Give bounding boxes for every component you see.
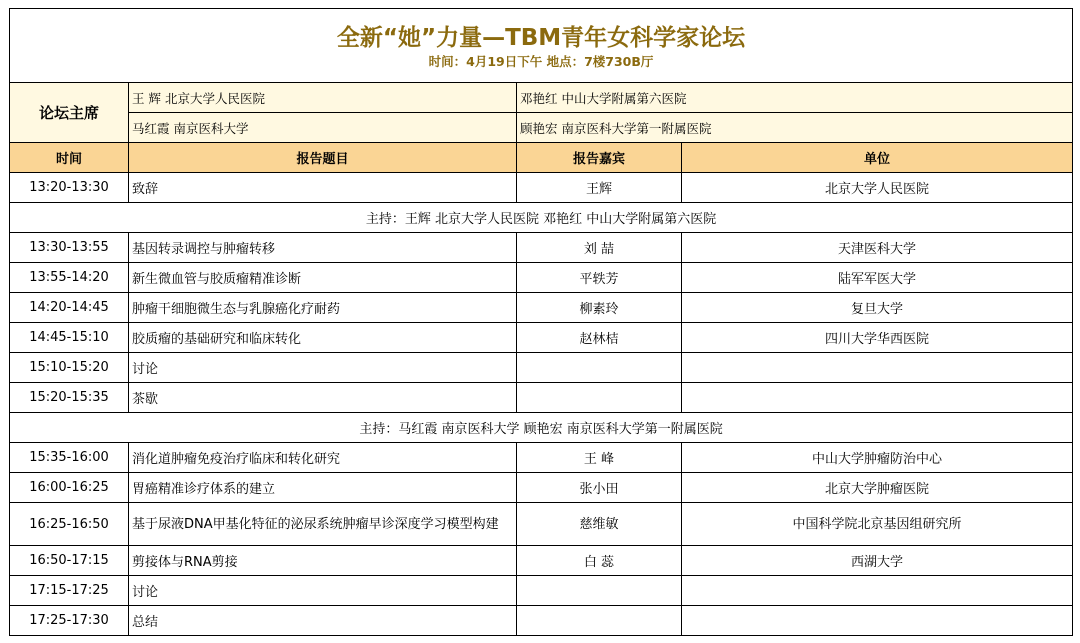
chair-2: 邓艳红 中山大学附属第六医院 xyxy=(517,83,1073,113)
table-row xyxy=(10,383,1073,413)
row-org: 中山大学肿瘤防治中心 xyxy=(682,443,1073,473)
row-speaker: 张小田 xyxy=(517,473,682,503)
table-row xyxy=(10,546,1073,576)
row-org xyxy=(682,353,1073,383)
row-speaker: 赵林桔 xyxy=(517,323,682,353)
row-topic: 讨论 xyxy=(129,353,517,383)
col-header-speaker: 报告嘉宾 xyxy=(517,143,682,173)
forum-title: 全新“她”力量—TBM青年女科学家论坛 xyxy=(336,24,746,51)
row-org xyxy=(682,383,1073,413)
row-time: 13:30-13:55 xyxy=(10,233,129,263)
row-topic: 致辞 xyxy=(129,173,517,203)
row-topic: 茶歇 xyxy=(129,383,517,413)
session-1-host: 主持：王辉 北京大学人民医院 邓艳红 中山大学附属第六医院 xyxy=(10,203,1073,233)
row-org: 陆军军医大学 xyxy=(682,263,1073,293)
col-header-time: 时间 xyxy=(10,143,129,173)
row-org: 四川大学华西医院 xyxy=(682,323,1073,353)
row-org: 北京大学肿瘤医院 xyxy=(682,473,1073,503)
col-header-topic: 报告题目 xyxy=(129,143,517,173)
row-time: 16:25-16:50 xyxy=(10,503,129,546)
row-speaker: 白 蕊 xyxy=(517,546,682,576)
row-org: 西湖大学 xyxy=(682,546,1073,576)
row-topic: 肿瘤干细胞微生态与乳腺癌化疗耐药 xyxy=(129,293,517,323)
table-row xyxy=(10,353,1073,383)
row-topic: 剪接体与RNA剪接 xyxy=(129,546,517,576)
table-row xyxy=(10,323,1073,353)
row-speaker: 王辉 xyxy=(517,173,682,203)
table-row xyxy=(10,293,1073,323)
col-header-org: 单位 xyxy=(682,143,1073,173)
schedule-table xyxy=(9,8,1073,636)
chair-3: 马红霞 南京医科大学 xyxy=(129,113,517,143)
row-speaker: 慈维敏 xyxy=(517,503,682,546)
forum-time-location: 时间：4月19日下午 地点：7楼730B厅 xyxy=(428,53,654,69)
row-speaker: 柳素玲 xyxy=(517,293,682,323)
column-header-row xyxy=(10,143,1073,173)
row-time: 14:20-14:45 xyxy=(10,293,129,323)
table-row xyxy=(10,576,1073,606)
row-org: 北京大学人民医院 xyxy=(682,173,1073,203)
row-topic: 基因转录调控与肿瘤转移 xyxy=(129,233,517,263)
chairs-label: 论坛主席 xyxy=(10,83,129,143)
table-row xyxy=(10,173,1073,203)
row-speaker: 王 峰 xyxy=(517,443,682,473)
row-time: 16:00-16:25 xyxy=(10,473,129,503)
row-topic: 胃癌精准诊疗体系的建立 xyxy=(129,473,517,503)
session-2-host: 主持：马红霞 南京医科大学 顾艳宏 南京医科大学第一附属医院 xyxy=(10,413,1073,443)
row-speaker: 平轶芳 xyxy=(517,263,682,293)
row-time: 13:55-14:20 xyxy=(10,263,129,293)
row-speaker: 刘 喆 xyxy=(517,233,682,263)
table-row xyxy=(10,503,1073,546)
row-time: 16:50-17:15 xyxy=(10,546,129,576)
row-speaker xyxy=(517,383,682,413)
title-cell xyxy=(10,9,1073,83)
row-time: 13:20-13:30 xyxy=(10,173,129,203)
row-speaker xyxy=(517,606,682,636)
chair-4: 顾艳宏 南京医科大学第一附属医院 xyxy=(517,113,1073,143)
row-org: 复旦大学 xyxy=(682,293,1073,323)
row-time: 15:10-15:20 xyxy=(10,353,129,383)
row-time: 15:20-15:35 xyxy=(10,383,129,413)
chair-1: 王 辉 北京大学人民医院 xyxy=(129,83,517,113)
row-time: 17:15-17:25 xyxy=(10,576,129,606)
row-speaker xyxy=(517,353,682,383)
row-org xyxy=(682,606,1073,636)
row-topic: 消化道肿瘤免疫治疗临床和转化研究 xyxy=(129,443,517,473)
table-row xyxy=(10,263,1073,293)
row-topic: 新生微血管与胶质瘤精准诊断 xyxy=(129,263,517,293)
row-org: 天津医科大学 xyxy=(682,233,1073,263)
row-org xyxy=(682,576,1073,606)
row-topic: 基于尿液DNA甲基化特征的泌尿系统肿瘤早诊深度学习模型构建 xyxy=(129,503,517,546)
table-row xyxy=(10,473,1073,503)
row-time: 17:25-17:30 xyxy=(10,606,129,636)
row-time: 14:45-15:10 xyxy=(10,323,129,353)
table-row xyxy=(10,443,1073,473)
table-row xyxy=(10,606,1073,636)
row-speaker xyxy=(517,576,682,606)
row-topic: 胶质瘤的基础研究和临床转化 xyxy=(129,323,517,353)
row-topic: 讨论 xyxy=(129,576,517,606)
row-topic: 总结 xyxy=(129,606,517,636)
row-org: 中国科学院北京基因组研究所 xyxy=(682,503,1073,546)
table-row xyxy=(10,233,1073,263)
row-time: 15:35-16:00 xyxy=(10,443,129,473)
